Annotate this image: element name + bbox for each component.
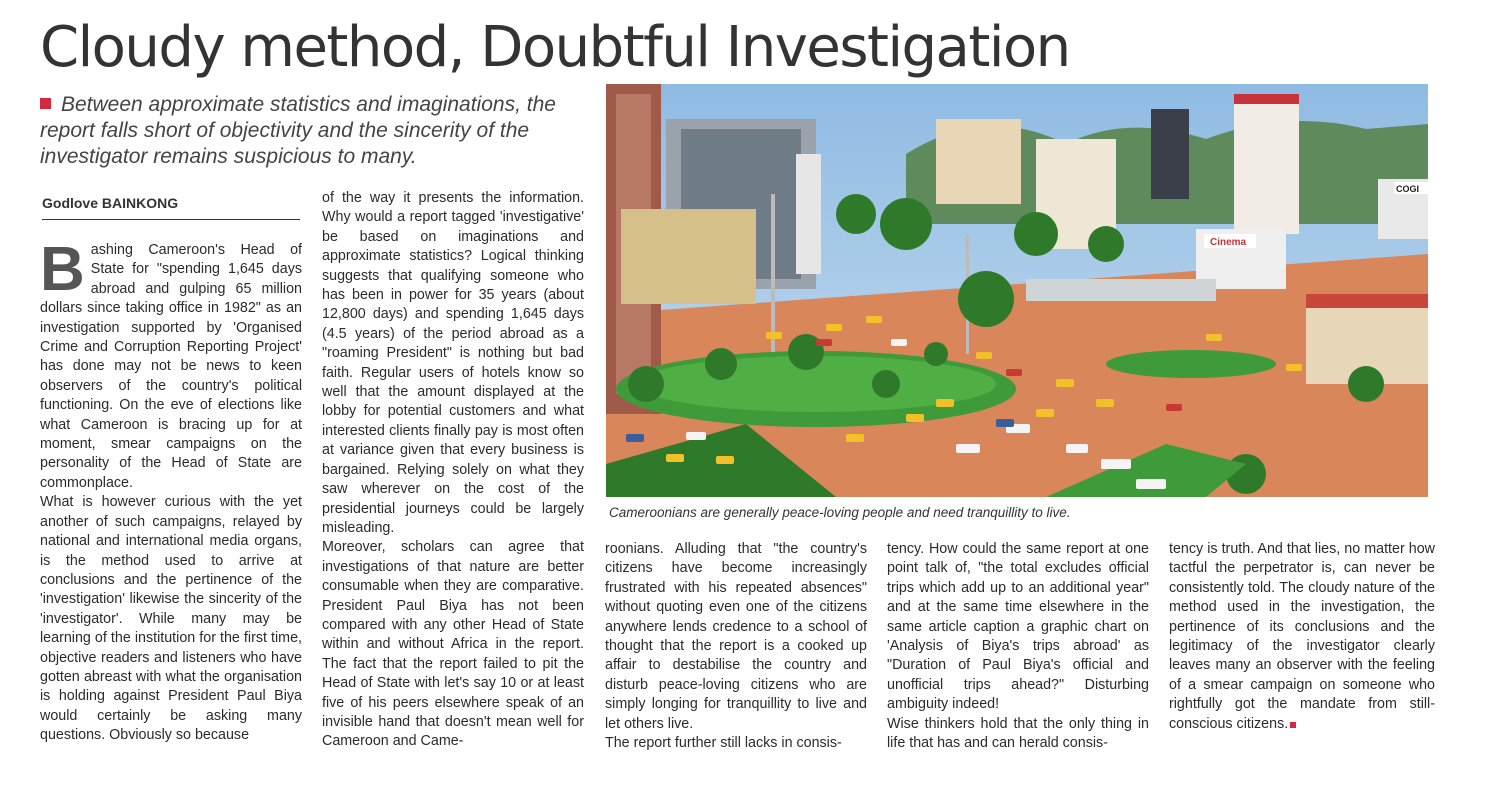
body-paragraph: The report further still lacks in consis- (605, 735, 842, 752)
body-paragraph: What is however curious with the yet another of such campaigns, relayed by national and international media organs, is the method used to arrive at conclusions and the pertinence of the 'investigation' likewise the sincerity of the 'investigator'. While many may be learning of the institution for the first time, objective readers and listeners who have gotten abreast with what the organisation is holding against President Paul Biya would certainly be asking many questions. Obviously so because (40, 494, 302, 744)
red-square-bullet-icon (40, 98, 51, 109)
paragraph-text: tency is truth. And that lies, no matter how tactful the perpetrator is, can never be consistently told. The cloudy nature of the method used in the investigation, the pertinence of its conclusions and the legitimacy of the investigator clearly leaves many an observer with the feeling of a smear campaign on someone who rightfully got the mandate from still-conscious citizens. (1169, 541, 1435, 732)
standfirst (40, 92, 600, 170)
photo-caption: Cameroonians are generally peace-loving people and need tranquillity to live. (609, 505, 1071, 520)
body-paragraph: Moreover, scholars can agree that investigations of that nature are better consumable when they are comparative. President Paul Biya has not been compared with any other Head of State within and without Africa in the report. The fact that the report failed to pit the Head of State with let's say 10 or at least five of his peers elsewhere speak of an invisible hand that doesn't mean well for Cameroon and Came- (322, 539, 584, 750)
body-column-5 (1169, 540, 1435, 762)
body-paragraph (1169, 540, 1435, 734)
byline: Godlove BAINKONG (42, 195, 300, 220)
body-paragraph: Wise thinkers hold that the only thing in life that has and can herald consis- (887, 715, 1149, 752)
headline: Cloudy method, Doubtful Investigation (40, 15, 1070, 80)
photo-sign-right-top: COGI (1396, 184, 1420, 194)
body-column-4 (887, 540, 1149, 762)
body-paragraph: tency. How could the same report at one point talk of, "the total excludes official trips which add up to an additional year" and at the same time elsewhere in the same article caption a graphic chart on 'Analysis of Biya's trips abroad' as "Duration of Paul Biya's official and unofficial trips ahead?" Disturbing ambiguity indeed! (887, 541, 1149, 713)
body-column-2 (322, 189, 584, 759)
photo-sign-cinema: Cinema (1210, 237, 1247, 248)
body-column-3 (605, 540, 867, 762)
drop-cap: B (40, 241, 85, 304)
city-roundabout-photo (606, 84, 1428, 497)
city-photo-illustration (606, 84, 1428, 497)
body-paragraph: of the way it presents the information. Why would a report tagged 'investigative' be based on imaginations and approximate statistics? Logical thinking suggests that qualifying someone who has been in power for 35 years (about 12,800 days) and spending 1,645 days (4.5 years) of the period abroad as a "roaming President" is nothing but bad faith. Regular users of hotels know so well that the amount displayed at the lobby for potential customers and what interested clients finally pay is most often at variance given that every business is bargained. Relying solely on what they saw wherever on the cost of the presidential journeys could be largely misleading. (322, 190, 584, 536)
end-of-article-mark-icon (1290, 722, 1296, 728)
paragraph-text: ashing Cameroon's Head of State for "spending 1,645 days abroad and gulping 65 million dollars since taking office in 1982" as an investigation supported by 'Organised Crime and Corruption Reporting Project' has done may not be news to keen observers of the country's political functioning. On the eve of elections like what Cameroon is bracing up for at moment, smear campaigns on the personality of the Head of State are commonplace. (40, 242, 302, 491)
standfirst-text: Between approximate statistics and imaginations, the report falls short of objectivity and the sincerity of the investigator remains suspicious to many. (40, 93, 556, 168)
body-paragraph (40, 241, 302, 493)
body-column-1 (40, 241, 302, 756)
body-paragraph: roonians. Alluding that "the country's citizens have become increasingly frustrated with his repeated absences" without quoting even one of the citizens anywhere lends credence to a school of thought that the report is a cooked up affair to destabilise the country and disturb peace-loving citizens who are simply longing for tranquillity to live and let others live. (605, 541, 867, 732)
